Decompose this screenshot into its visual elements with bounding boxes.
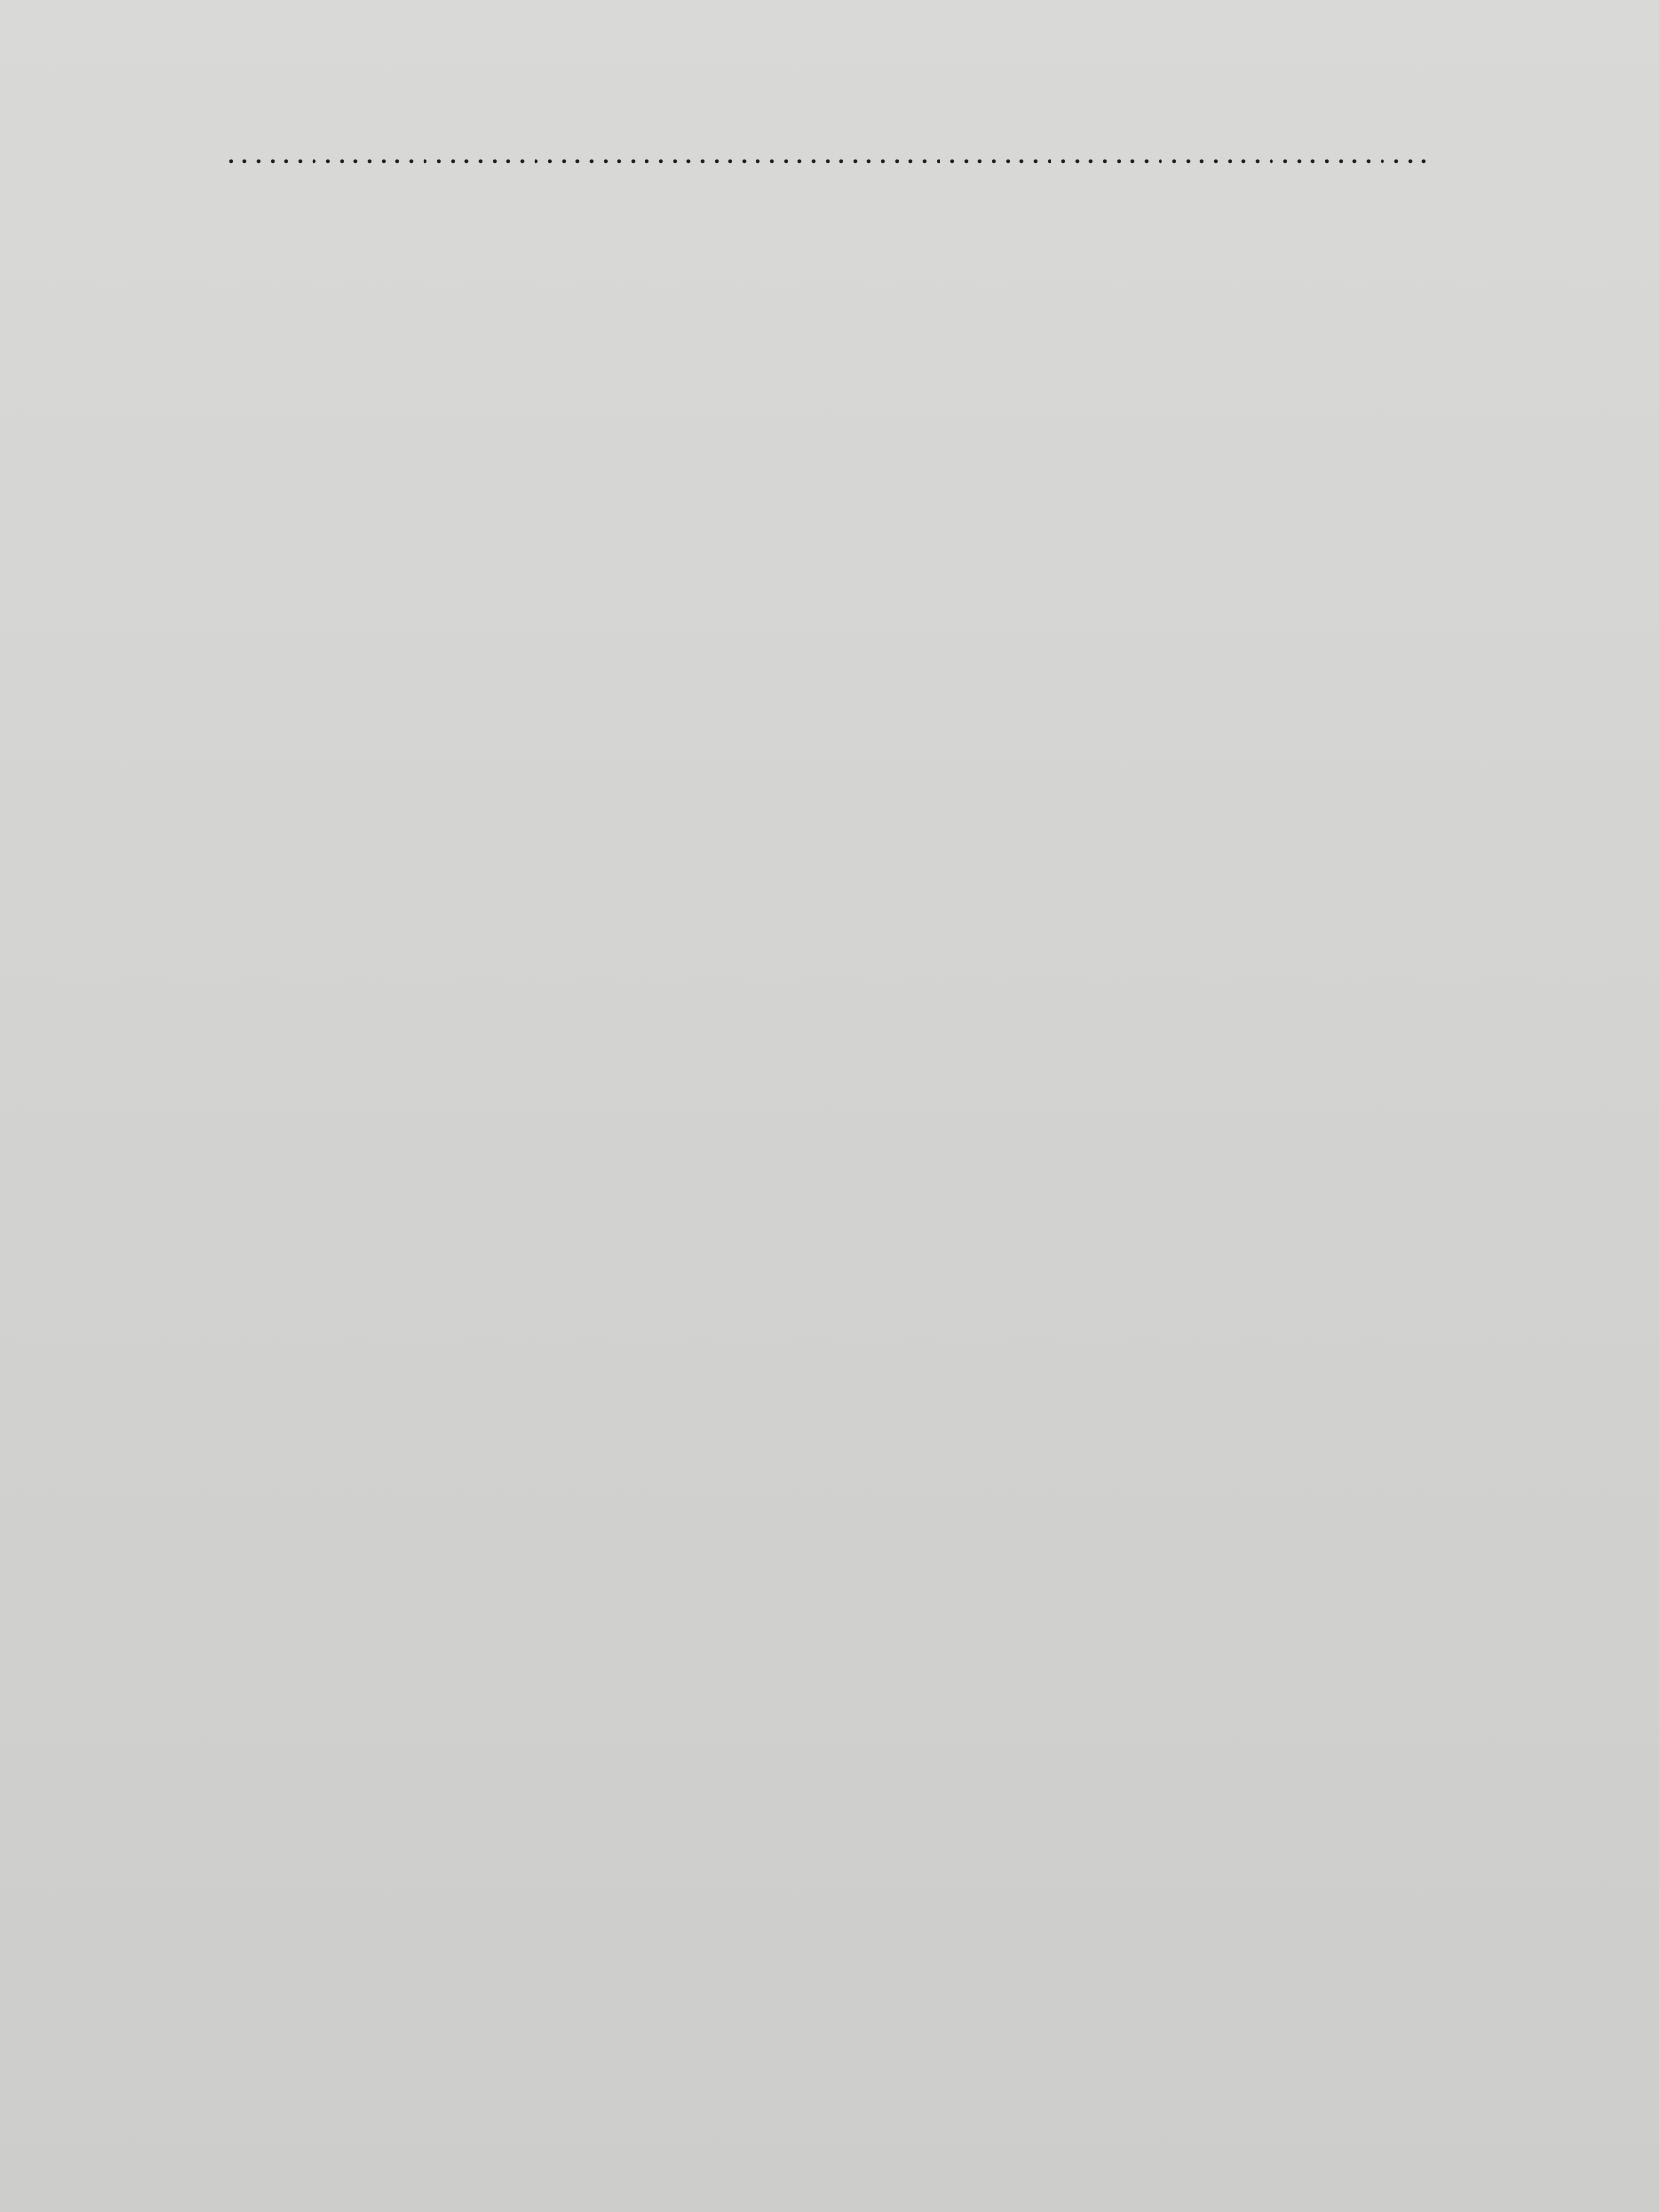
final-section bbox=[170, 95, 1514, 173]
table-of-contents bbox=[170, 27, 1514, 173]
leader-dots bbox=[227, 132, 1430, 173]
toc-entry bbox=[170, 132, 1514, 173]
